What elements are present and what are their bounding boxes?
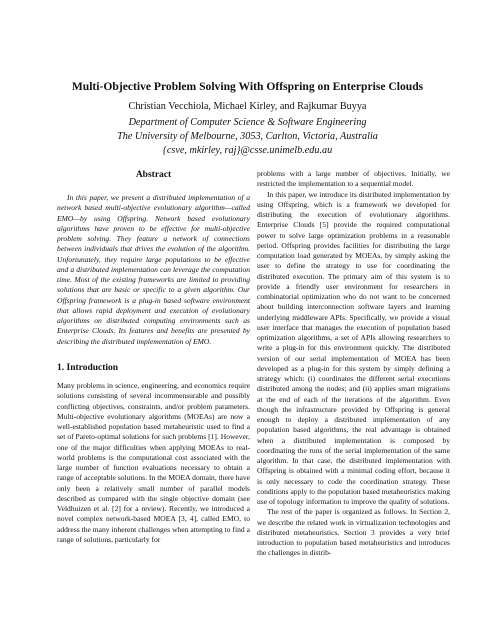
right-column-paragraph-2: In this paper, we introduce its distributed implementation by using Offspring, which is a framework we developed for distributing the execution of evolutionary algorithms. Enterprise Clouds [5] provide the required computational power to solve large optimization problems in a reasonable period. Offspring provides facilities for distributing the large computation load generated by MOEAs, by simply asking the user to define the strategy to use for coordinating the distributed execution. The primary aim of this system is to provide a friendly user environment for researchers in combinatorial optimization who do not want to be concerned about building interconnection software layers and learning underlying middleware APIs. Specifically, we provide a visual user interface that manages the execution of population based optimization algorithms, a set of APIs allowing researchers to write a plug-in for this environment quickly. The distributed version of our serial implementation of MOEA has been developed as a plug-in for this system by simply defining a strategy which: (i) coordinates the different serial executions distributed among the nodes; and (ii) applies smart migrations at the end of each of the iterations of the algorithm. Even though the infrastructure provided by Offspring is general enough to deploy a distributed implementation of any population based algorithms, the real advantage is obtained when a distributed implementation is composed by coordinating the runs of the serial implementation of the same algorithm. In that case, the distributed implementation with Offspring is obtained with a minimal coding effort, because it is only necessary to code the coordination strategy. These conditions apply to the population based metaheuristics making use of topology information to improve the quality of solutions.: [257, 189, 450, 506]
paper-title: Multi-Objective Problem Solving With Offspring on Enterprise Clouds: [71, 80, 424, 93]
affiliation-department: Department of Computer Science & Software Engineering: [128, 117, 367, 128]
right-column-body: [257, 169, 450, 559]
affiliation-emails: {csve, mkirley, raj}@csse.unimelb.edu.au: [162, 145, 333, 156]
right-column-paragraph-1: problems with a large number of objectives. Initially, we restricted the implementation to a sequential model.: [257, 169, 450, 189]
author-list: Christian Vecchiola, Michael Kirley, and Rajkumar Buyya: [128, 101, 367, 112]
introduction-paragraph-1: Many problems in science, engineering, and economics require solutions consisting of several incommensurable and possibly conflicting objectives, constraints, and/or problem parameters. Multi-objective evolutionary algorithms (MOEAs) are now a well-established population based metaheuristic used to find a set of Pareto-optimal solutions for such problems [1]. However, one of the major difficulties when applying MOEAs to real-world problems is the computational cost associated with the large number of function evaluations necessary to obtain a range of acceptable solutions. In the MOEA domain, there have only been a relatively small number of parallel models described as compared with the single objective domain (see Veldhuizen et al. [2] for a review). Recently, we introduced a novel complex network-based MOEA [3, 4], called EMO, to address the many inherent challenges when attempting to find a range of solutions, particularly for: [57, 381, 250, 544]
abstract-text: In this paper, we present a distributed implementation of a network based multi-objective evolutionary algorithm—called EMO—by using Offspring. Network based evolutionary algorithms have proven to be effective for multi-objective problem solving. They feature a network of connections between individuals that drives the evolution of the algorithm. Unfortunately, they require large populations to be effective and a distributed implementation can leverage the computation time. Most of the existing frameworks are limited to providing solutions that are basic or specific to a given algorithm. Our Offspring framework is a plug-in based software environment that allows rapid deployment and execution of evolutionary algorithms on distributed computing environments such as Enterprise Clouds. Its features and benefits are presented by describing the distributed implementation of EMO.: [57, 193, 250, 346]
section-heading-introduction: 1. Introduction: [57, 363, 119, 373]
abstract-heading: Abstract: [135, 170, 172, 180]
right-column-paragraph-3: The rest of the paper is organized as follows. In Section 2, we describe the related work in virtualization technologies and distributed metaheuristics. Section 3 provides a very brief introduction to population based metaheuristics and introduces the challenges in distrib-: [257, 507, 450, 558]
affiliation-university: The University of Melbourne, 3053, Carlton, Victoria, Australia: [117, 131, 378, 142]
abstract-body: [57, 193, 250, 347]
introduction-body: [57, 381, 250, 545]
